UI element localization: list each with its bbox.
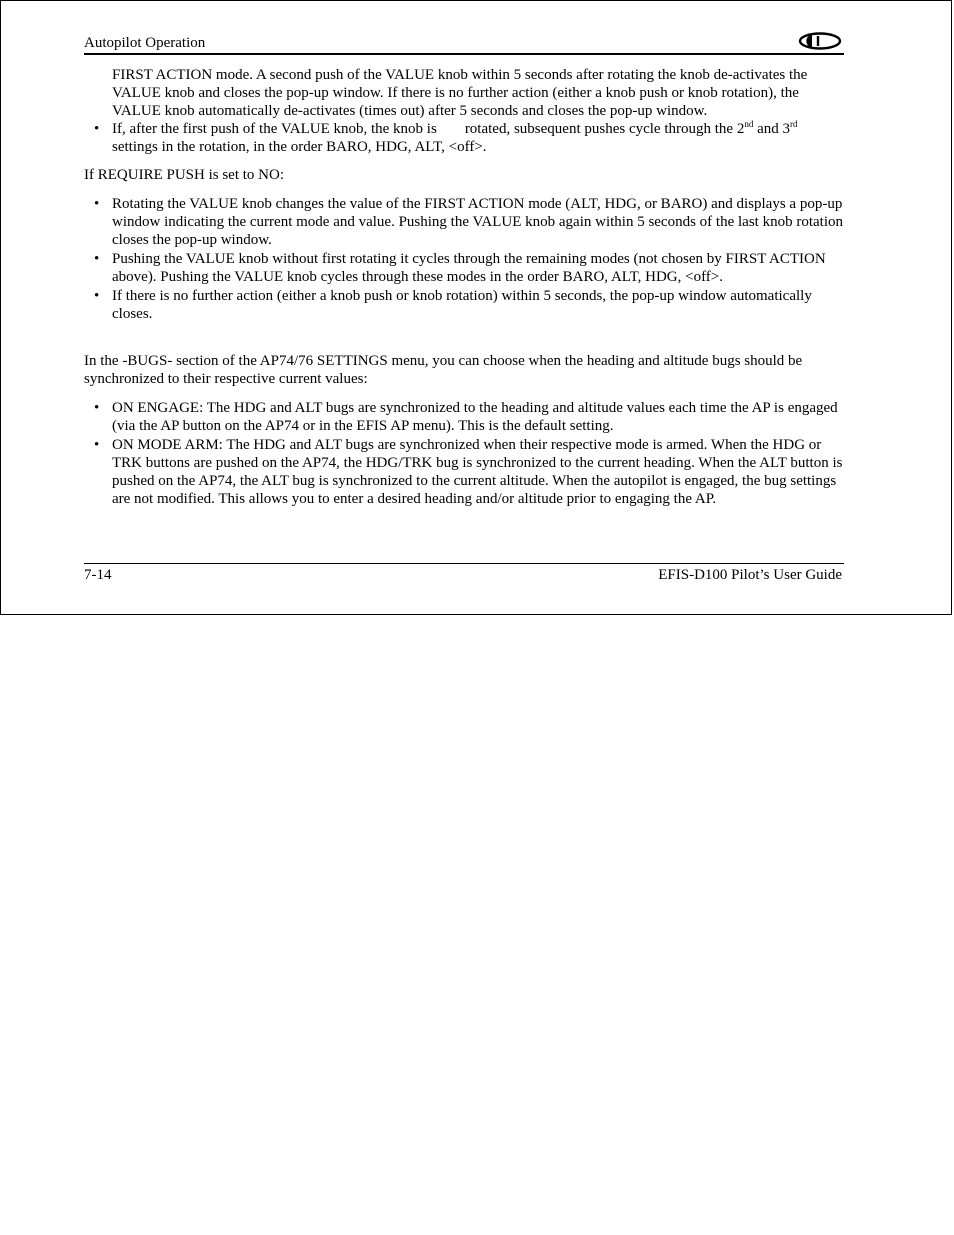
header-title: Autopilot Operation: [84, 35, 206, 51]
list-item: [84, 195, 844, 249]
bullet-text-part3: and 3: [753, 121, 790, 137]
list-item: [84, 287, 844, 323]
list-item-text: Pushing the VALUE knob without first rotating it cycles through the remaining modes (not chosen by FIRST ACTION above). Pushing the VALUE knob cycles through these modes in the order BARO, ALT, HDG, <off>.: [112, 251, 826, 285]
list-item: [84, 399, 844, 435]
bullet-text-part4: settings in the rotation, in the order BARO, HDG, ALT, <off>.: [112, 139, 487, 155]
page-header: [84, 33, 844, 55]
list-item-text: Rotating the VALUE knob changes the value of the FIRST ACTION mode (ALT, HDG, or BARO) and displays a pop-up window indicating the current mode and value. Pushing the VALUE knob again within 5 seconds of the last knob rotation closes the pop-up window.: [112, 196, 843, 248]
superscript-rd: rd: [790, 119, 798, 129]
require-push-heading: If REQUIRE PUSH is set to NO:: [84, 167, 285, 183]
dynon-logo-icon: [798, 31, 842, 51]
bullet-marker: •: [94, 437, 100, 453]
page-number: 7-14: [84, 567, 112, 583]
bugs-bullets: [84, 399, 844, 508]
bullet-marker: •: [94, 400, 100, 416]
superscript-nd: nd: [744, 119, 754, 129]
page-footer: [84, 563, 844, 586]
require-push-bullets: [84, 195, 844, 323]
list-item: [84, 436, 844, 508]
bullet-marker: •: [94, 121, 100, 137]
list-item: [84, 120, 844, 156]
bullet-marker: •: [94, 251, 100, 267]
bullet-text-part2: rotated, subsequent pushes cycle through the 2: [464, 121, 745, 137]
list-item-text: If there is no further action (either a knob push or knob rotation) within 5 seconds, the pop-up window automatically closes.: [112, 288, 812, 322]
bullet-marker: •: [94, 196, 100, 212]
bullet-text-part1: If, after the first push of the VALUE knob, the knob is: [112, 121, 437, 137]
list-item-text: ON MODE ARM: The HDG and ALT bugs are synchronized when their respective mode is armed. When the HDG or TRK buttons are pushed on the AP74, the HDG/TRK bug is synchronized to the current heading. When the ALT button is pushed on the AP74, the ALT bug is synchronized to the current altitude. When the autopilot is engaged, the bug settings are not modified. This allows you to enter a desired heading and/or altitude prior to engaging the AP.: [112, 437, 843, 507]
list-item-text: ON ENGAGE: The HDG and ALT bugs are synchronized to the heading and altitude values each time the AP is engaged (via the AP button on the AP74 or in the EFIS AP menu). This is the default setting.: [112, 400, 838, 434]
bullet-marker: •: [94, 288, 100, 304]
page-content: [84, 66, 844, 509]
guide-title: EFIS-D100 Pilot’s User Guide: [658, 567, 842, 583]
bugs-intro: In the -BUGS- section of the AP74/76 SETTINGS menu, you can choose when the heading and altitude bugs should be synchronized to their respective current values:: [84, 353, 803, 387]
intro-continuation: FIRST ACTION mode. A second push of the VALUE knob within 5 seconds after rotating the knob de-activates the VALUE knob and closes the pop-up window. If there is no further action (either a knob push or knob rotation), the VALUE knob automatically de-activates (times out) after 5 seconds and closes the pop-up window.: [112, 67, 808, 119]
list-item: [84, 250, 844, 286]
first-action-bullets: [84, 120, 844, 156]
